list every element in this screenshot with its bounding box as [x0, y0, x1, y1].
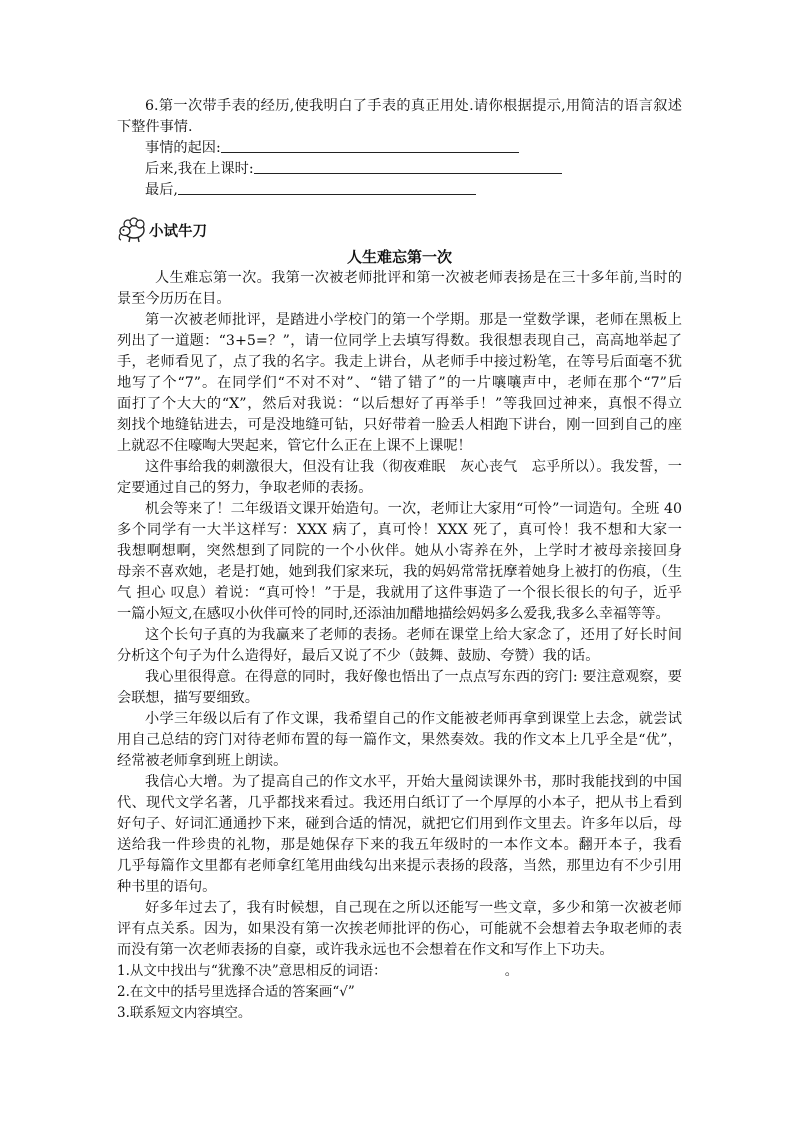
article-line: 面打了个大大的“X”，然后对我说：“以后想好了再举手！”等我回过神来，真恨不得立	[117, 396, 682, 412]
intro-question-line: 下整件事情.	[117, 119, 193, 135]
article-line: 分析这个句子为什么造得好，最后又说了不少（鼓舞、鼓励、夸赞）我的话。	[117, 648, 600, 664]
prompt-cause-label: 事情的起因:	[145, 140, 221, 156]
article-paragraph	[117, 310, 682, 457]
prompt-in-class	[117, 159, 682, 180]
article-line: 送给我一件珍贵的礼物，那是她保存下来的我五年级时的一本作文本。翻开本子，我看	[117, 837, 682, 853]
article-paragraph	[117, 667, 682, 709]
article-line: 多个同学有一大半这样写：XXX 病了，真可怜！XXX 死了，真可怜！我不想和大家一	[117, 522, 682, 538]
article-paragraph	[117, 709, 682, 772]
section-label: 小试牛刀	[149, 223, 207, 240]
article-line: 我信心大增。为了提高自己的作文水平，开始大量阅读课外书，那时我能找到的中国	[145, 774, 682, 790]
questions-list	[117, 961, 682, 1024]
article-title: 人生难忘第一次	[346, 248, 452, 266]
question-text: 1.从文中找出与“犹豫不决”意思相反的词语：	[117, 963, 387, 979]
article-line: 我心里很得意。在得意的同时，我好像也悟出了一点点写东西的窍门: 要注意观察，要	[145, 669, 682, 685]
article-line: 而没有第一次老师表扬的自豪，或许我永远也不会想着在作文和写作上下功夫。	[117, 942, 614, 958]
article-line: 手，老师看见了，点了我的名字。我走上讲台，从老师手中接过粉笔，在等号后面毫不犹	[117, 354, 682, 370]
article-line: 刻找个地缝钻进去，可是没地缝可钻，只好带着一脸丢人相跑下讲台，刚一回到自己的座	[117, 417, 682, 433]
answer-blank-in-class[interactable]	[254, 159, 562, 174]
article-line: 这个长句子真的为我赢来了老师的表扬。老师在课堂上给大家念了，还用了好长时间	[145, 627, 682, 643]
question-item	[117, 1003, 682, 1024]
section-header	[117, 205, 682, 243]
article-line: 气 担心 叹息）着说：“真可怜！”于是，我就用了这件事造了一个很长很长的句子，近乎	[117, 585, 682, 601]
intro-question-line: 6.第一次带手表的经历,使我明白了手表的真正用处.请你根据提示,用简洁的语言叙述	[145, 98, 682, 114]
worksheet-page	[117, 96, 682, 1024]
article-line: 代、现代文学名著，几乎都找来看过。我还用白纸订了一个厚厚的小本子，把从书上看到	[117, 795, 682, 811]
article-line: 上就忍不住嚎啕大哭起来，管它什么正在上课不上课呢！	[117, 438, 472, 454]
article-line: 种书里的语句。	[117, 879, 217, 895]
article-line: 第一次被老师批评，是踏进小学校门的第一个学期。那是一堂数学课，老师在黑板上	[145, 312, 682, 328]
prompt-finally-label: 最后,	[145, 182, 178, 198]
article-paragraph	[117, 268, 682, 310]
article-line: 地写了个“7”。在同学们“不对不对”、“错了错了”的一片嚷嚷声中，老师在那个“7”后	[117, 375, 682, 391]
article-line: 我想啊想啊，突然想到了同院的一个小伙伴。她从小寄养在外，上学时才被母亲接回身	[117, 543, 682, 559]
intro-question	[117, 96, 682, 201]
article-line: 列出了一道题：“3+5=？”，请一位同学上去填写得数。我很想表现自己，高高地举起了	[117, 333, 682, 349]
article-line: 一篇小短文,在感叹小伙伴可怜的同时,还添油加醋地描绘妈妈多么爱我,我多么幸福等等。	[117, 606, 670, 622]
question-item	[117, 961, 682, 982]
answer-blank-cause[interactable]	[221, 138, 519, 153]
article-line: 几乎每篇作文里都有老师拿红笔用曲线勾出来提示表扬的段落，当然，那里边有不少引用	[117, 858, 682, 874]
article-line: 小学三年级以后有了作文课，我希望自己的作文能被老师再拿到课堂上去念，就尝试	[145, 711, 682, 727]
article-line: 定要通过自己的努力，争取老师的表扬。	[117, 480, 373, 496]
article-line: 好句子、好词汇通通抄下来，碰到合适的情况，就把它们用到作文里去。许多年以后，母	[117, 816, 682, 832]
article-line: 评有点关系。因为，如果没有第一次挨老师批评的伤心，可能就不会想着去争取老师的表	[117, 921, 682, 937]
article-line: 这件事给我的刺激很大，但没有让我（彻夜难眠 灰心丧气 忘乎所以）。我发誓，一	[145, 459, 682, 475]
prompt-cause	[117, 138, 682, 159]
article-paragraph	[117, 457, 682, 499]
article-line: 好多年过去了，我有时候想，自己现在之所以还能写一些文章，多少和第一次被老师	[145, 900, 682, 916]
article-line: 用自己总结的窍门对待老师布置的每一篇作文，果然奏效。我的作文本上几乎全是“优”，	[117, 732, 682, 748]
question-item	[117, 982, 682, 1003]
question-text: 3.联系短文内容填空。	[117, 1005, 252, 1021]
article-line: 人生难忘第一次。我第一次被老师批评和第一次被老师表扬是在三十多年前,当时的	[155, 270, 682, 286]
article-paragraph	[117, 772, 682, 898]
article-line: 母亲不喜欢她，老是打她，她到我们家来玩，我的妈妈常常抚摩着她身上被打的伤痕，（生	[117, 564, 682, 580]
prompt-in-class-label: 后来,我在上课时:	[145, 161, 254, 177]
article-paragraph	[117, 499, 682, 625]
article-body	[117, 268, 682, 961]
article-line: 机会等来了！二年级语文课开始造句。一次，老师让大家用“可怜”一词造句。全班 40	[145, 501, 682, 517]
article-line: 经常被老师拿到班上朗读。	[117, 753, 288, 769]
answer-blank-finally[interactable]	[178, 180, 476, 195]
article-paragraph	[117, 898, 682, 961]
article-paragraph	[117, 625, 682, 667]
article-line: 景至今历历在目。	[117, 291, 231, 307]
prompt-finally	[117, 180, 682, 201]
sheep-mascot-icon	[117, 213, 147, 243]
question-text: 2.在文中的括号里选择合适的答案画“√”	[117, 984, 355, 1000]
article-line: 会联想，描写要细致。	[117, 690, 259, 706]
question-suffix: 。	[504, 963, 519, 979]
